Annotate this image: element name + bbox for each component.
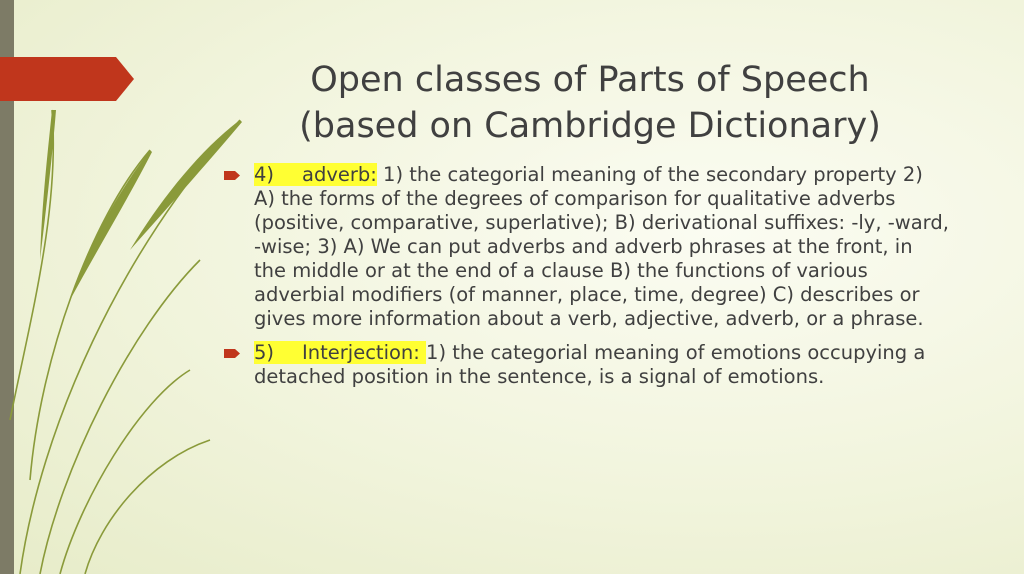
item-number-highlight (254, 341, 426, 364)
item-text: 1) the categorial meaning of emotions occupying a detached position in the sentence, is a signal of emotions. (254, 341, 926, 388)
title-line-2: (based on Cambridge Dictionary) (299, 106, 881, 146)
bullet-item-adverb (224, 163, 950, 331)
item-number: 4) (254, 163, 275, 186)
item-text: 1) the categorial meaning of the secondary property 2) A) the forms of the degrees of comparison for qualitative adverbs (positive, comparative, superlative); B) derivational suffixes: -ly, -ward, -wise; 3) A) We can put adverbs and adverb phrases at the front, in the middle or at the end of a clause B) the functions of various adverbial modifiers (of manner, place, time, degree) C) describes or gives more information about a verb, adjective, adverb, or a phrase. (254, 163, 949, 330)
title-line-1: Open classes of Parts of Speech (310, 60, 870, 100)
item-term: Interjection: (302, 341, 427, 364)
item-number-highlight (254, 163, 377, 186)
slide-title (265, 57, 915, 149)
bullet-list (224, 163, 950, 399)
item-number: 5) (254, 341, 275, 364)
bullet-item-interjection (224, 341, 950, 389)
arrow-bullet-icon (224, 171, 240, 180)
item-term: adverb: (302, 163, 377, 186)
red-arrow-tab (0, 57, 134, 101)
arrow-bullet-icon (224, 349, 240, 358)
